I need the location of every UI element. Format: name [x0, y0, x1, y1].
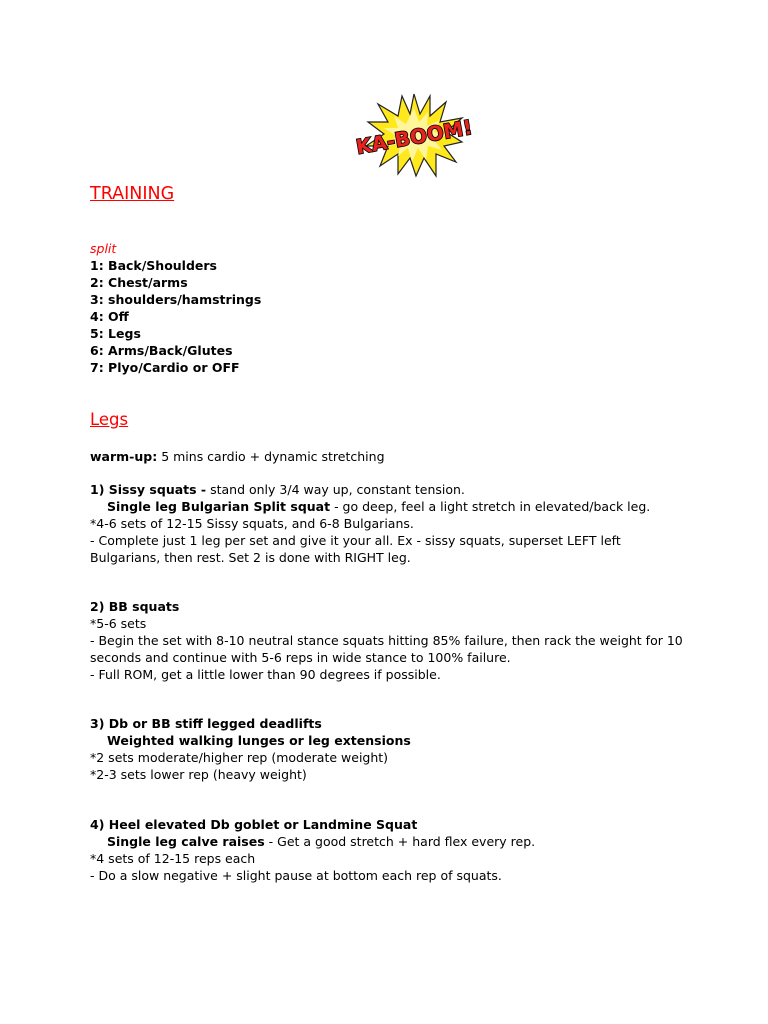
split-day-6: 6: Arms/Back/Glutes	[90, 343, 233, 358]
exercise-3-title: 3) Db or BB stiff legged deadlifts	[90, 716, 322, 731]
exercise-3-line: *2 sets moderate/higher rep (moderate weight)	[90, 750, 389, 765]
split-day-4: 4: Off	[90, 309, 129, 324]
warmup-line	[90, 448, 385, 465]
logo-text: KA-BOOM!	[354, 114, 475, 160]
exercise-3	[90, 715, 411, 783]
warmup-text: 5 mins cardio + dynamic stretching	[157, 449, 385, 464]
split-day-5: 5: Legs	[90, 326, 141, 341]
exercise-2-line: - Begin the set with 8-10 neutral stance squats hitting 85% failure, then rack the weight for 10	[90, 633, 683, 648]
exercise-2-line: - Full ROM, get a little lower than 90 degrees if possible.	[90, 667, 441, 682]
exercise-4-line: *4 sets of 12-15 reps each	[90, 851, 256, 866]
exercise-2-line: seconds and continue with 5-6 reps in wide stance to 100% failure.	[90, 650, 511, 665]
warmup-label: warm-up:	[90, 449, 158, 464]
legs-heading: Legs	[90, 410, 129, 429]
split-day-1: 1: Back/Shoulders	[90, 258, 218, 273]
exercise-2-title: 2) BB squats	[90, 599, 180, 614]
training-heading: TRAINING	[90, 184, 175, 204]
exercise-1-line: Bulgarians, then rest. Set 2 is done with RIGHT leg.	[90, 550, 411, 565]
split-schedule	[90, 240, 261, 376]
split-day-3: 3: shoulders/hamstrings	[90, 292, 262, 307]
exercise-4	[90, 816, 535, 884]
exercise-1-title-line: 1) Sissy squats - stand only 3/4 way up, constant tension.	[90, 482, 465, 497]
split-day-2: 2: Chest/arms	[90, 275, 188, 290]
kaboom-burst-icon	[354, 92, 475, 178]
exercise-2-line: *5-6 sets	[90, 616, 147, 631]
exercise-1-line: *4-6 sets of 12-15 Sissy squats, and 6-8 Bulgarians.	[90, 516, 414, 531]
exercise-2	[90, 598, 683, 683]
split-label: split	[90, 241, 117, 256]
exercise-4-line: - Do a slow negative + slight pause at bottom each rep of squats.	[90, 868, 502, 883]
exercise-1	[90, 481, 650, 566]
exercise-1-sub-line: Single leg Bulgarian Split squat - go deep, feel a light stretch in elevated/back leg.	[107, 499, 651, 514]
exercise-4-sub-line: Single leg calve raises - Get a good stretch + hard flex every rep.	[107, 834, 536, 849]
split-day-7: 7: Plyo/Cardio or OFF	[90, 360, 240, 375]
exercise-1-line: - Complete just 1 leg per set and give it your all. Ex - sissy squats, superset LEFT left	[90, 533, 621, 548]
exercise-3-line: *2-3 sets lower rep (heavy weight)	[90, 767, 307, 782]
exercise-4-title: 4) Heel elevated Db goblet or Landmine Squat	[90, 817, 418, 832]
exercise-3-sub-line: Weighted walking lunges or leg extensions	[107, 733, 411, 748]
